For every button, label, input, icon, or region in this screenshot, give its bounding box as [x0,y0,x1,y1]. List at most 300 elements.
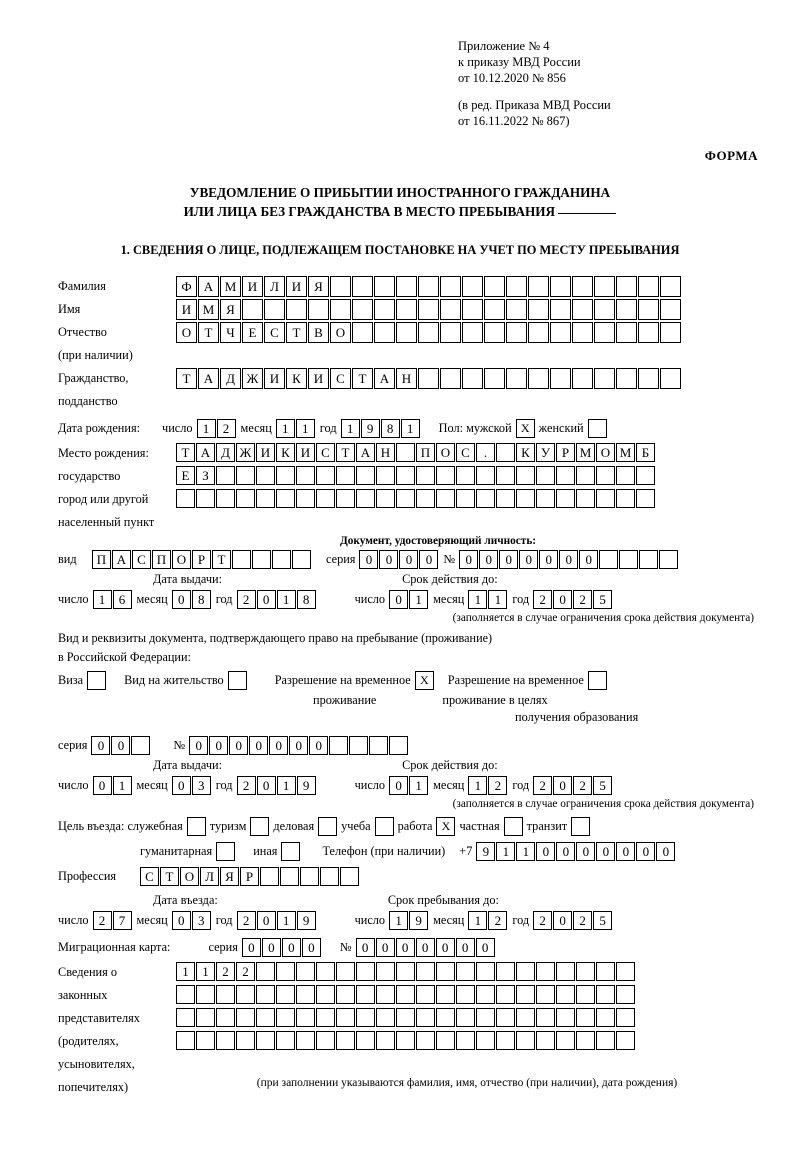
form-cell[interactable]: 0 [553,776,572,795]
form-cell[interactable]: 0 [91,736,110,755]
form-cell[interactable] [436,1008,455,1027]
form-cell[interactable]: 0 [396,938,415,957]
form-cell[interactable] [572,276,593,297]
form-cell[interactable]: 1 [197,419,216,438]
form-cell[interactable] [418,322,439,343]
form-cell[interactable] [462,322,483,343]
form-cell[interactable]: Я [220,299,241,320]
form-cell[interactable] [396,985,415,1004]
form-cell[interactable] [396,466,415,485]
form-cell[interactable]: 0 [596,842,615,861]
form-cell[interactable]: Т [286,322,307,343]
form-cell[interactable]: 2 [237,911,256,930]
mig-series-input[interactable] [242,938,322,957]
form-cell[interactable]: О [176,322,197,343]
form-cell[interactable] [374,299,395,320]
form-cell[interactable]: 0 [519,550,538,569]
form-cell[interactable]: Л [200,867,219,886]
form-cell[interactable] [616,1008,635,1027]
form-cell[interactable]: 1 [196,962,215,981]
form-cell[interactable] [536,985,555,1004]
form-cell[interactable] [550,276,571,297]
form-cell[interactable]: 3 [192,911,211,930]
form-cell[interactable] [256,1031,275,1050]
form-cell[interactable] [296,962,315,981]
form-cell[interactable] [484,368,505,389]
purpose-humanitarian-checkbox[interactable] [216,842,235,861]
form-cell[interactable]: 0 [553,911,572,930]
form-cell[interactable] [616,299,637,320]
form-cell[interactable] [436,466,455,485]
form-cell[interactable]: Н [376,443,395,462]
form-cell[interactable]: 2 [488,776,507,795]
form-cell[interactable]: 9 [409,911,428,930]
form-cell[interactable] [396,1008,415,1027]
form-cell[interactable] [496,962,515,981]
form-cell[interactable]: 0 [257,776,276,795]
birth-day-input[interactable] [197,419,237,438]
form-cell[interactable]: . [476,443,495,462]
form-cell[interactable]: 1 [176,962,195,981]
form-cell[interactable] [616,276,637,297]
form-cell[interactable]: Р [192,550,211,569]
form-cell[interactable] [616,962,635,981]
form-cell[interactable] [376,489,395,508]
stay-month-input[interactable] [468,911,508,930]
form-cell[interactable] [396,299,417,320]
form-cell[interactable]: 0 [616,842,635,861]
form-cell[interactable]: 0 [289,736,308,755]
form-cell[interactable] [374,276,395,297]
form-cell[interactable]: 1 [401,419,420,438]
form-cell[interactable] [436,489,455,508]
form-cell[interactable] [660,368,681,389]
form-cell[interactable]: 9 [476,842,495,861]
form-cell[interactable]: 1 [277,776,296,795]
form-cell[interactable] [340,867,359,886]
form-cell[interactable]: 0 [389,776,408,795]
form-cell[interactable]: 0 [309,736,328,755]
form-cell[interactable]: А [112,550,131,569]
edu-residence-checkbox[interactable] [588,671,607,690]
purpose-private-checkbox[interactable] [504,817,523,836]
form-cell[interactable]: 2 [216,962,235,981]
form-cell[interactable]: 0 [539,550,558,569]
form-cell[interactable] [528,276,549,297]
form-cell[interactable]: 0 [93,776,112,795]
form-cell[interactable] [196,985,215,1004]
form-cell[interactable] [616,985,635,1004]
form-cell[interactable]: И [308,368,329,389]
form-cell[interactable] [316,466,335,485]
form-cell[interactable] [616,322,637,343]
form-cell[interactable] [418,299,439,320]
form-cell[interactable] [196,1008,215,1027]
form-cell[interactable] [316,489,335,508]
form-cell[interactable]: 7 [113,911,132,930]
form-cell[interactable]: С [132,550,151,569]
form-cell[interactable] [556,1031,575,1050]
form-cell[interactable]: 2 [573,776,592,795]
form-cell[interactable] [506,368,527,389]
form-cell[interactable]: 0 [556,842,575,861]
form-cell[interactable]: 0 [476,938,495,957]
form-cell[interactable]: Ж [242,368,263,389]
form-cell[interactable] [389,736,408,755]
form-cell[interactable] [572,368,593,389]
form-cell[interactable] [594,322,615,343]
form-cell[interactable]: Т [352,368,373,389]
form-cell[interactable]: П [92,550,111,569]
form-cell[interactable]: П [152,550,171,569]
form-cell[interactable] [556,489,575,508]
form-cell[interactable] [440,368,461,389]
form-cell[interactable]: 0 [456,938,475,957]
form-cell[interactable] [276,1008,295,1027]
form-cell[interactable]: 0 [499,550,518,569]
form-cell[interactable]: 0 [269,736,288,755]
form-cell[interactable] [476,1031,495,1050]
form-cell[interactable] [320,867,339,886]
form-cell[interactable]: 8 [297,590,316,609]
form-cell[interactable] [356,985,375,1004]
legal-rep-input-row4[interactable] [176,1031,636,1050]
form-cell[interactable] [336,489,355,508]
form-cell[interactable] [594,299,615,320]
form-cell[interactable]: 3 [192,776,211,795]
form-cell[interactable]: С [264,322,285,343]
entry-month-input[interactable] [172,911,212,930]
form-cell[interactable] [176,1031,195,1050]
form-cell[interactable] [356,962,375,981]
form-cell[interactable]: Т [160,867,179,886]
form-cell[interactable] [336,466,355,485]
doc-valid-month-input[interactable] [468,590,508,609]
form-cell[interactable]: И [286,276,307,297]
form-cell[interactable]: С [456,443,475,462]
form-cell[interactable]: И [242,276,263,297]
form-cell[interactable] [506,299,527,320]
form-cell[interactable] [636,466,655,485]
form-cell[interactable]: К [516,443,535,462]
form-cell[interactable] [456,962,475,981]
form-cell[interactable]: Л [264,276,285,297]
form-cell[interactable] [639,550,658,569]
form-cell[interactable]: Д [216,443,235,462]
form-cell[interactable] [316,1031,335,1050]
form-cell[interactable]: 6 [113,590,132,609]
form-cell[interactable] [516,466,535,485]
form-cell[interactable]: 0 [257,911,276,930]
form-cell[interactable]: 0 [459,550,478,569]
form-cell[interactable]: В [308,322,329,343]
form-cell[interactable] [216,1031,235,1050]
form-cell[interactable]: 0 [389,590,408,609]
form-cell[interactable]: Р [240,867,259,886]
form-cell[interactable] [556,466,575,485]
form-cell[interactable]: 0 [436,938,455,957]
sex-male-checkbox[interactable]: Х [516,419,535,438]
form-cell[interactable] [536,1008,555,1027]
form-cell[interactable] [516,1008,535,1027]
form-cell[interactable]: Я [220,867,239,886]
form-cell[interactable]: 2 [573,590,592,609]
form-cell[interactable]: Е [176,466,195,485]
form-cell[interactable] [572,322,593,343]
purpose-study-checkbox[interactable] [375,817,394,836]
form-cell[interactable] [349,736,368,755]
form-cell[interactable]: 0 [356,938,375,957]
form-cell[interactable] [496,985,515,1004]
form-cell[interactable] [176,985,195,1004]
stay-issue-day-input[interactable] [93,776,133,795]
form-cell[interactable] [456,1031,475,1050]
form-cell[interactable] [616,1031,635,1050]
form-cell[interactable]: 0 [302,938,321,957]
doc-issue-day-input[interactable] [93,590,133,609]
form-cell[interactable]: 8 [381,419,400,438]
form-cell[interactable] [418,276,439,297]
form-cell[interactable]: А [198,368,219,389]
form-cell[interactable]: 0 [172,590,191,609]
form-cell[interactable] [594,368,615,389]
form-cell[interactable]: 0 [656,842,675,861]
birth-place-input-row3[interactable] [176,489,656,508]
form-cell[interactable] [416,962,435,981]
form-cell[interactable] [176,1008,195,1027]
stay-valid-year-input[interactable] [533,776,613,795]
form-cell[interactable]: 2 [533,776,552,795]
form-cell[interactable]: 0 [579,550,598,569]
form-cell[interactable]: 0 [282,938,301,957]
form-cell[interactable] [456,466,475,485]
form-cell[interactable] [176,489,195,508]
form-cell[interactable] [296,466,315,485]
form-cell[interactable] [436,985,455,1004]
form-cell[interactable] [638,299,659,320]
form-cell[interactable] [216,985,235,1004]
form-cell[interactable]: 9 [297,911,316,930]
sex-female-checkbox[interactable] [588,419,607,438]
form-cell[interactable]: 1 [389,911,408,930]
form-cell[interactable]: 2 [573,911,592,930]
patronymic-input[interactable] [176,322,682,343]
form-cell[interactable] [416,466,435,485]
form-cell[interactable] [352,322,373,343]
form-cell[interactable]: 1 [277,911,296,930]
form-cell[interactable] [236,985,255,1004]
form-cell[interactable]: 1 [276,419,295,438]
doc-type-input[interactable] [92,550,312,569]
doc-valid-day-input[interactable] [389,590,429,609]
form-cell[interactable]: 8 [192,590,211,609]
form-cell[interactable] [264,299,285,320]
stay-series-input[interactable] [91,736,151,755]
form-cell[interactable] [131,736,150,755]
form-cell[interactable]: 0 [376,938,395,957]
form-cell[interactable] [330,299,351,320]
form-cell[interactable]: 2 [237,590,256,609]
form-cell[interactable] [260,867,279,886]
form-cell[interactable] [418,368,439,389]
temp-residence-checkbox[interactable]: Х [415,671,434,690]
form-cell[interactable] [336,985,355,1004]
form-cell[interactable] [256,985,275,1004]
purpose-official-checkbox[interactable] [187,817,206,836]
form-cell[interactable]: И [296,443,315,462]
form-cell[interactable] [638,322,659,343]
form-cell[interactable] [296,1031,315,1050]
form-cell[interactable]: Ч [220,322,241,343]
doc-series-input[interactable] [359,550,439,569]
form-cell[interactable]: 1 [516,842,535,861]
doc-number-input[interactable] [459,550,679,569]
form-cell[interactable] [352,299,373,320]
form-cell[interactable] [484,276,505,297]
form-cell[interactable] [496,1031,515,1050]
entry-day-input[interactable] [93,911,133,930]
form-cell[interactable]: 2 [93,911,112,930]
legal-rep-input-row2[interactable] [176,985,636,1004]
form-cell[interactable]: 0 [172,776,191,795]
purpose-tourism-checkbox[interactable] [250,817,269,836]
form-cell[interactable] [556,985,575,1004]
form-cell[interactable] [369,736,388,755]
form-cell[interactable] [440,299,461,320]
form-cell[interactable]: 2 [237,776,256,795]
form-cell[interactable] [576,1008,595,1027]
form-cell[interactable]: С [140,867,159,886]
form-cell[interactable]: Р [556,443,575,462]
form-cell[interactable] [536,1031,555,1050]
form-cell[interactable] [416,489,435,508]
form-cell[interactable]: 1 [341,419,360,438]
form-cell[interactable] [440,322,461,343]
surname-input[interactable] [176,276,682,297]
form-cell[interactable]: 0 [536,842,555,861]
form-cell[interactable] [356,1031,375,1050]
form-cell[interactable]: 1 [468,776,487,795]
profession-input[interactable] [140,867,360,886]
form-cell[interactable] [638,276,659,297]
form-cell[interactable]: И [176,299,197,320]
form-cell[interactable] [462,299,483,320]
form-cell[interactable] [336,1008,355,1027]
form-cell[interactable]: 0 [399,550,418,569]
form-cell[interactable] [272,550,291,569]
form-cell[interactable] [276,985,295,1004]
legal-rep-input-row1[interactable] [176,962,636,981]
form-cell[interactable] [216,489,235,508]
form-cell[interactable] [374,322,395,343]
form-cell[interactable] [496,1008,515,1027]
form-cell[interactable] [276,962,295,981]
doc-valid-year-input[interactable] [533,590,613,609]
form-cell[interactable] [276,489,295,508]
form-cell[interactable] [256,1008,275,1027]
form-cell[interactable] [352,276,373,297]
form-cell[interactable] [660,322,681,343]
form-cell[interactable] [376,1031,395,1050]
residence-checkbox[interactable] [228,671,247,690]
form-cell[interactable]: 1 [496,842,515,861]
form-cell[interactable] [396,1031,415,1050]
form-cell[interactable]: Д [220,368,241,389]
form-cell[interactable]: И [264,368,285,389]
form-cell[interactable] [356,1008,375,1027]
form-cell[interactable]: 0 [189,736,208,755]
form-cell[interactable] [596,466,615,485]
form-cell[interactable] [232,550,251,569]
birth-place-input-row2[interactable] [176,466,656,485]
form-cell[interactable] [638,368,659,389]
form-cell[interactable] [286,299,307,320]
form-cell[interactable]: З [196,466,215,485]
form-cell[interactable] [276,466,295,485]
form-cell[interactable]: С [316,443,335,462]
form-cell[interactable] [596,985,615,1004]
form-cell[interactable]: Б [636,443,655,462]
form-cell[interactable]: Т [176,443,195,462]
form-cell[interactable] [528,368,549,389]
form-cell[interactable] [619,550,638,569]
form-cell[interactable] [659,550,678,569]
form-cell[interactable]: 5 [593,590,612,609]
form-cell[interactable] [396,443,415,462]
form-cell[interactable]: 0 [359,550,378,569]
form-cell[interactable] [216,1008,235,1027]
form-cell[interactable] [296,985,315,1004]
form-cell[interactable] [516,489,535,508]
form-cell[interactable]: О [436,443,455,462]
form-cell[interactable]: Ж [236,443,255,462]
form-cell[interactable] [196,1031,215,1050]
form-cell[interactable] [256,962,275,981]
form-cell[interactable] [496,466,515,485]
form-cell[interactable]: 0 [257,590,276,609]
form-cell[interactable] [576,466,595,485]
form-cell[interactable] [436,1031,455,1050]
form-cell[interactable]: К [286,368,307,389]
form-cell[interactable] [330,276,351,297]
form-cell[interactable] [292,550,311,569]
form-cell[interactable] [396,962,415,981]
form-cell[interactable] [296,489,315,508]
doc-issue-year-input[interactable] [237,590,317,609]
form-cell[interactable]: 0 [229,736,248,755]
form-cell[interactable] [550,299,571,320]
form-cell[interactable]: 0 [379,550,398,569]
form-cell[interactable]: Т [212,550,231,569]
stay-issue-month-input[interactable] [172,776,212,795]
stay-valid-month-input[interactable] [468,776,508,795]
form-cell[interactable] [316,1008,335,1027]
form-cell[interactable] [616,489,635,508]
mig-number-input[interactable] [356,938,496,957]
form-cell[interactable]: 0 [636,842,655,861]
form-cell[interactable]: 1 [468,590,487,609]
form-cell[interactable] [456,1008,475,1027]
form-cell[interactable] [596,1008,615,1027]
form-cell[interactable] [242,299,263,320]
form-cell[interactable]: Т [198,322,219,343]
form-cell[interactable] [376,985,395,1004]
form-cell[interactable] [416,1031,435,1050]
form-cell[interactable] [516,962,535,981]
form-cell[interactable] [336,962,355,981]
form-cell[interactable]: Т [176,368,197,389]
form-cell[interactable] [476,985,495,1004]
